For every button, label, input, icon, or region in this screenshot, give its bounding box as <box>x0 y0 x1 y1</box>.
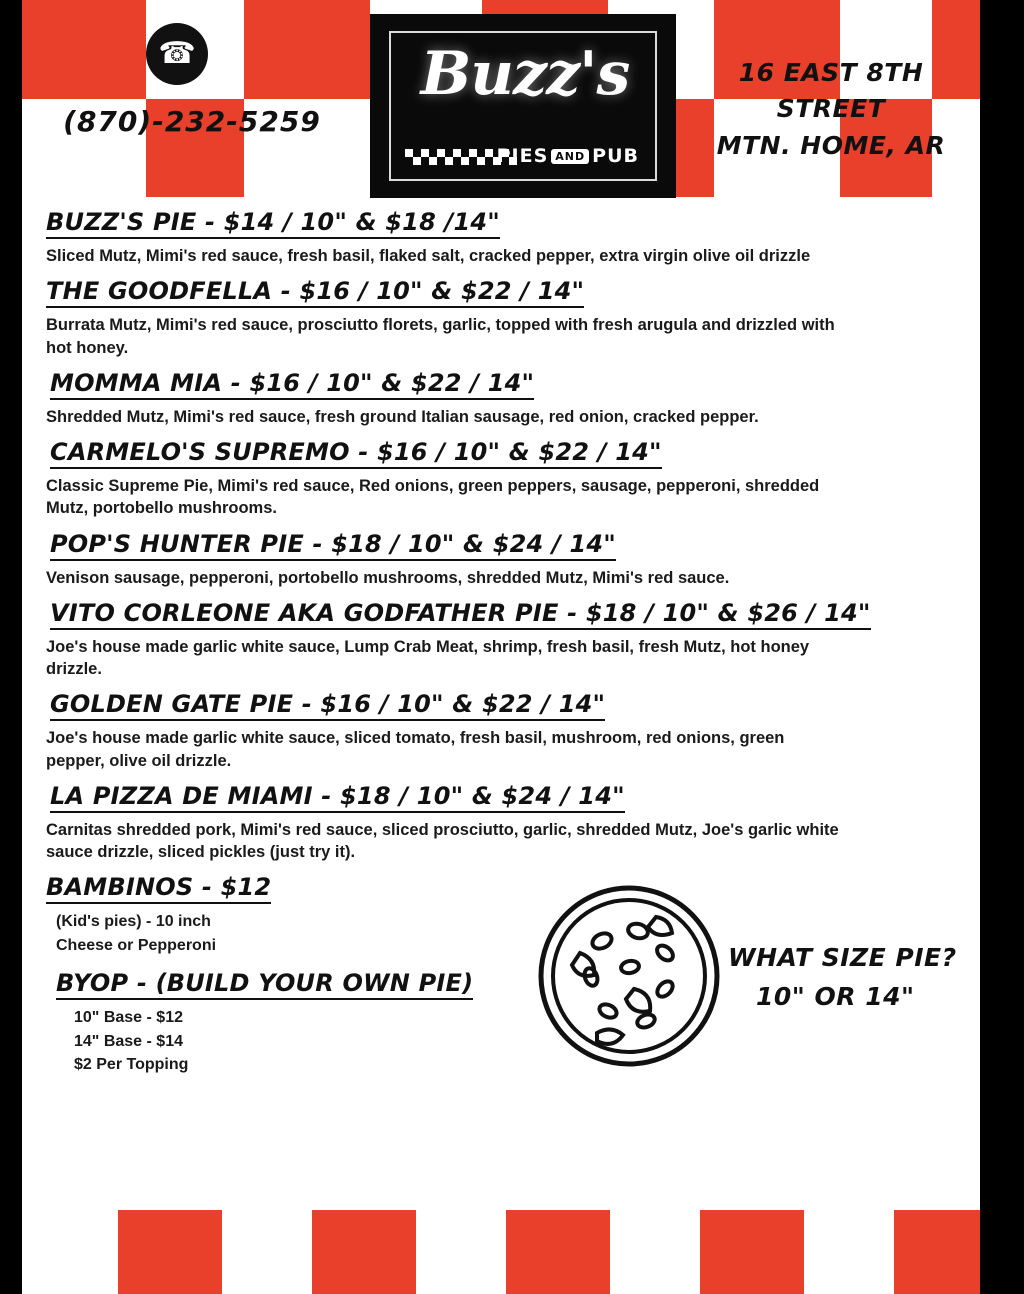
byop-line-3: $2 Per Topping <box>74 1055 189 1073</box>
logo-tagline <box>497 145 639 167</box>
menu-item-description: Venison sausage, pepperoni, portobello mushrooms, shredded Mutz, Mimi's red sauce. <box>46 568 730 587</box>
address <box>682 55 980 164</box>
menu-item-description: Sliced Mutz, Mimi's red sauce, fresh basil, flaked salt, cracked pepper, extra virgin olive oil drizzle <box>46 247 811 265</box>
menu-item-title: GOLDEN GATE PIE - $16 / 10" & $22 / 14" <box>50 690 605 721</box>
logo-tagline-and: AND <box>551 149 589 164</box>
menu-item <box>22 530 980 589</box>
address-line-2: MTN. HOME, AR <box>716 130 946 160</box>
menu-item-description: Burrata Mutz, Mimi's red sauce, prosciutto florets, garlic, topped with fresh arugula and drizzled with hot honey. <box>46 316 835 357</box>
menu-item-title: CARMELO'S SUPREMO - $16 / 10" & $22 / 14" <box>50 438 662 469</box>
menu-item-description: Joe's house made garlic white sauce, Lump Crab Meat, shrimp, fresh basil, fresh Mutz, hot honey drizzle. <box>46 637 810 679</box>
checkerboard-bottom <box>22 1194 980 1294</box>
menu-item <box>22 690 980 772</box>
pizza-icon <box>534 881 724 1076</box>
menu-item <box>22 369 980 428</box>
logo <box>370 14 676 198</box>
menu-item <box>22 277 980 359</box>
menu-page <box>22 0 980 1294</box>
menu-item-title: VITO CORLEONE AKA GODFATHER PIE - $18 / 10" & $26 / 14" <box>50 599 871 630</box>
phone-number[interactable]: (870)-232-5259 <box>63 105 321 138</box>
menu-bottom-section <box>22 873 980 1093</box>
bambinos-title: BAMBINOS - $12 <box>46 873 271 904</box>
menu-item-description: Shredded Mutz, Mimi's red sauce, fresh ground Italian sausage, red onion, cracked pepper. <box>46 407 759 426</box>
menu-item-title: POP'S HUNTER PIE - $18 / 10" & $24 / 14" <box>50 530 616 561</box>
logo-tagline-pies: PIES <box>496 145 549 167</box>
menu-item-description: Joe's house made garlic white sauce, sliced tomato, fresh basil, mushroom, red onions, green pepper, olive oil drizzle. <box>46 729 785 770</box>
logo-tagline-pub: PUB <box>592 145 639 167</box>
bambinos-line-2: Cheese or Pepperoni <box>56 936 217 954</box>
address-line-1: 16 EAST 8TH STREET <box>738 58 924 124</box>
size-note-line-2: 10" OR 14" <box>756 982 915 1012</box>
menu-item <box>22 438 980 520</box>
logo-wordmark: Buzz's <box>420 39 630 109</box>
byop-block <box>56 969 473 1076</box>
menu-item <box>22 208 980 267</box>
menu-item-title: LA PIZZA DE MIAMI - $18 / 10" & $24 / 14" <box>50 782 625 813</box>
byop-title: BYOP - (BUILD YOUR OWN PIE) <box>56 969 473 1000</box>
size-note <box>728 939 957 1017</box>
menu-item-title: BUZZ'S PIE - $14 / 10" & $18 /14" <box>46 208 500 239</box>
menu-item-title: MOMMA MIA - $16 / 10" & $22 / 14" <box>50 369 534 400</box>
menu-item <box>22 599 980 681</box>
byop-line-1: 10" Base - $12 <box>74 1009 183 1027</box>
menu-item-description: Classic Supreme Pie, Mimi's red sauce, Red onions, green peppers, sausage, pepperoni, shredded Mutz, portobello mushrooms. <box>46 477 820 518</box>
menu-header <box>22 0 980 200</box>
size-note-line-1: WHAT SIZE PIE? <box>728 943 957 973</box>
bambinos-block <box>46 873 271 956</box>
menu-item-title: THE GOODFELLA - $16 / 10" & $22 / 14" <box>46 277 584 308</box>
menu-item <box>22 782 980 864</box>
bambinos-line-1: (Kid's pies) - 10 inch <box>56 913 211 931</box>
byop-line-2: 14" Base - $14 <box>74 1032 183 1050</box>
menu-body <box>22 200 980 1200</box>
phone-icon: ☎ <box>146 23 208 85</box>
menu-item-description: Carnitas shredded pork, Mimi's red sauce, sliced prosciutto, garlic, shredded Mutz, Joe's garlic white sauce drizzle, sliced pickles (just try it). <box>46 820 839 862</box>
